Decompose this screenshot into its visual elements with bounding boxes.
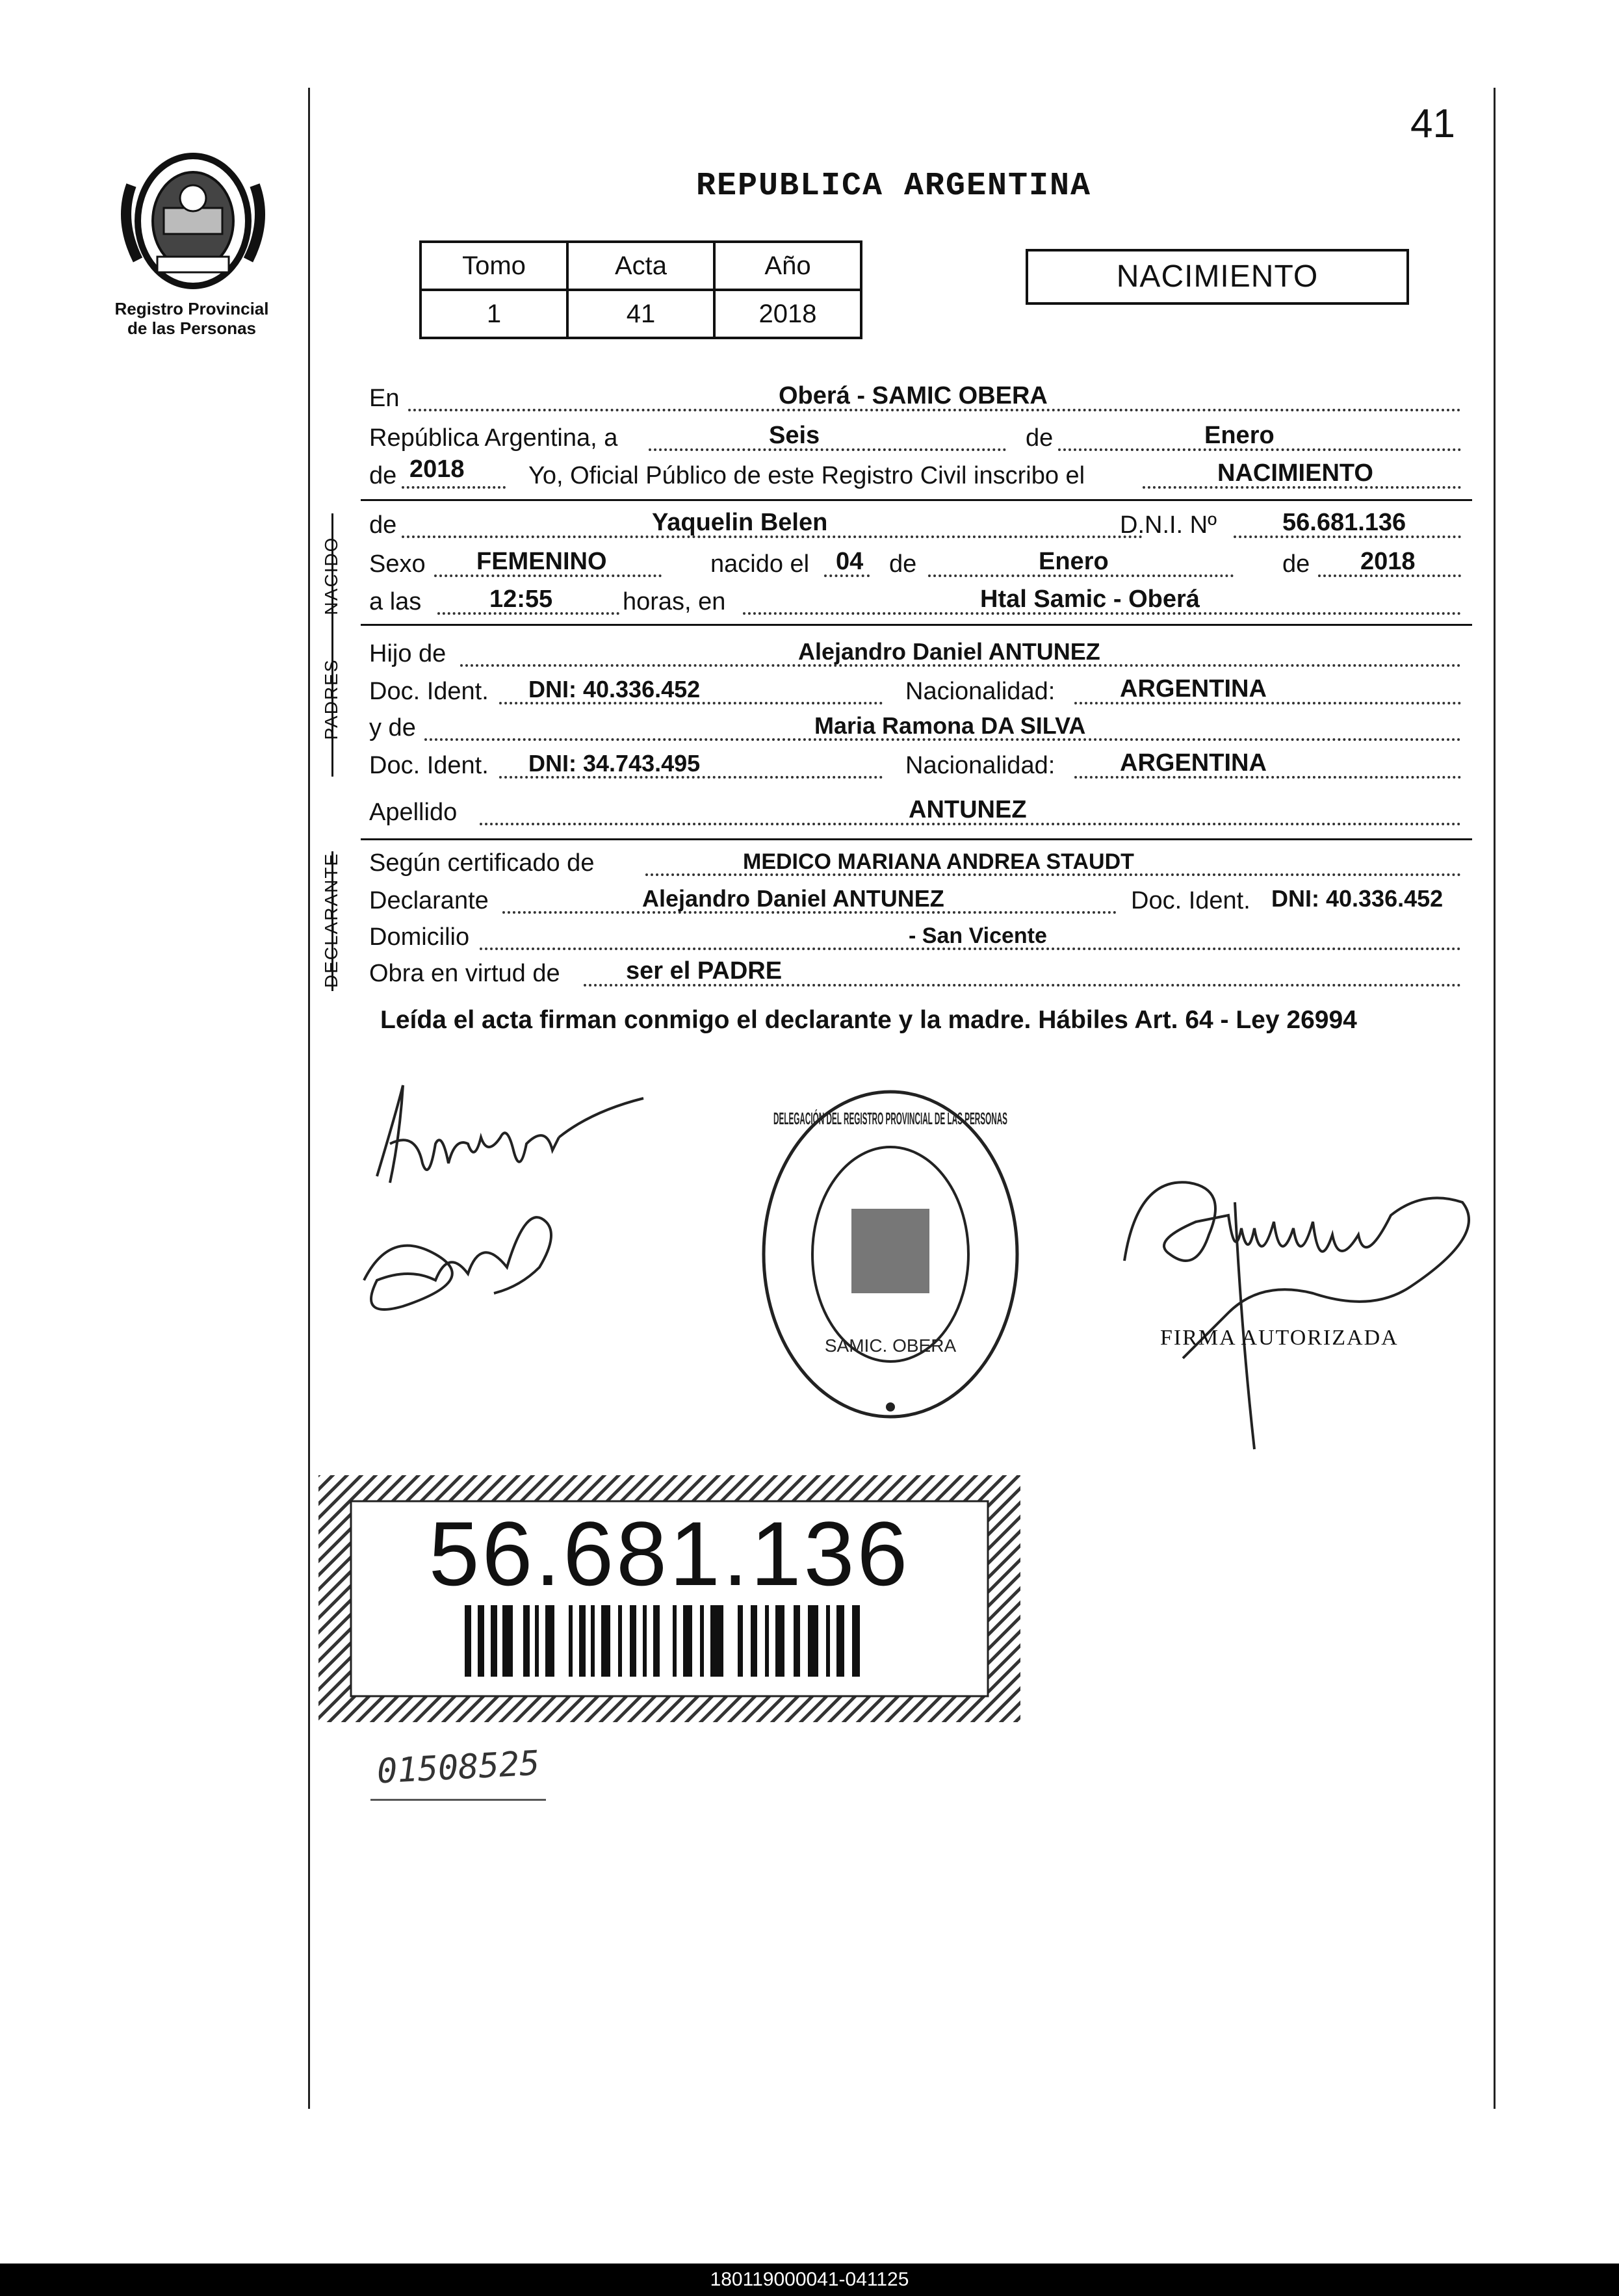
official-signature: [1098, 1163, 1488, 1462]
row-apellido: [369, 794, 1468, 831]
label-apellido: Apellido: [369, 799, 458, 826]
label-horas: horas, en: [623, 588, 726, 615]
barcode-number: 56.681.136: [428, 1503, 911, 1605]
section-declarante-label: DECLARANTE: [321, 852, 341, 988]
value-year: 2018: [409, 456, 465, 483]
row-sexo: [369, 546, 1468, 582]
row-yde: [369, 710, 1468, 746]
value-child-name: Yaquelin Belen: [652, 509, 828, 536]
label-domicilio: Domicilio: [369, 923, 470, 951]
record-type-box: NACIMIENTO: [1026, 249, 1409, 305]
label-republica: República Argentina, a: [369, 424, 618, 452]
value-mother-nat: ARGENTINA: [1120, 749, 1267, 777]
label-doc: Doc. Ident.: [1131, 887, 1250, 914]
label-declarante: Declarante: [369, 887, 489, 914]
value-birth-day: 04: [836, 548, 864, 575]
record-table: [419, 240, 862, 339]
row-republica: [369, 420, 1468, 456]
row-hijo: [369, 636, 1468, 672]
value-father: Alejandro Daniel ANTUNEZ: [798, 638, 1100, 665]
header-tomo: Tomo: [421, 242, 567, 290]
logo-caption-line2: de las Personas: [127, 318, 256, 338]
right-margin-line: [1494, 88, 1496, 2109]
value-ano: 2018: [714, 290, 861, 338]
value-sexo: FEMENINO: [476, 548, 607, 575]
label-alas: a las: [369, 588, 422, 615]
value-apellido: ANTUNEZ: [909, 796, 1027, 823]
value-tomo: 1: [421, 290, 567, 338]
left-margin-line: [308, 88, 310, 2109]
closing-text: Leída el acta firman conmigo el declarante y la madre. Hábiles Art. 64 - Ley 26994: [380, 1006, 1357, 1034]
separator: [361, 499, 1472, 501]
label-nacido-el: nacido el: [710, 550, 810, 578]
row-certificado: [369, 845, 1468, 881]
label-hijo: Hijo de: [369, 640, 447, 667]
value-mother: Maria Ramona DA SILVA: [814, 712, 1086, 739]
row-hora: [369, 584, 1468, 620]
value-time: 12:55: [489, 586, 553, 613]
label-certificado: Según certificado de: [369, 849, 595, 877]
label-de3: de: [1282, 550, 1310, 578]
separator: [361, 624, 1472, 626]
value-declarante: Alejandro Daniel ANTUNEZ: [642, 885, 944, 912]
value-father-doc: DNI: 40.336.452: [528, 676, 701, 703]
logo-caption-line1: Registro Provincial: [114, 299, 269, 318]
value-month: Enero: [1204, 422, 1275, 449]
dots: [649, 448, 1006, 451]
value-obra: ser el PADRE: [626, 957, 783, 985]
value-birth-place: Htal Samic - Oberá: [980, 586, 1200, 613]
logo-caption: [91, 299, 292, 338]
value-father-nat: ARGENTINA: [1120, 675, 1267, 703]
label-obra: Obra en virtud de: [369, 960, 560, 987]
label-doc: Doc. Ident.: [369, 678, 489, 705]
value-child-dni: 56.681.136: [1282, 509, 1406, 536]
section-nacido-label: NACIDO: [321, 536, 341, 615]
row-nacido-name: [369, 507, 1468, 543]
row-declarante: [369, 883, 1468, 919]
label-de: de: [1026, 424, 1054, 452]
label-en: En: [369, 385, 400, 412]
footer-code: 180119000041-041125: [0, 2264, 1619, 2296]
father-signature: [351, 1072, 656, 1345]
value-certificado: MEDICO MARIANA ANDREA STAUDT: [743, 849, 1134, 874]
hand-underline: [370, 1799, 546, 1801]
row-obra: [369, 955, 1468, 992]
value-place: Oberá - SAMIC OBERA: [779, 382, 1048, 409]
stamp-outer-text: DELEGACIÓN DEL REGISTRO PROVINCIAL DE LAS PERSONAS: [773, 1109, 1007, 1128]
separator: [361, 838, 1472, 840]
label-inscribo: Yo, Oficial Público de este Registro Civil inscribo el: [528, 462, 1085, 489]
value-birth-year: 2018: [1360, 548, 1416, 575]
row-en: [369, 380, 1468, 417]
label-dni: D.N.I. Nº: [1120, 511, 1217, 539]
value-mother-doc: DNI: 34.743.495: [528, 750, 701, 777]
label-de2: de: [889, 550, 917, 578]
label-nacionalidad: Nacionalidad:: [905, 678, 1056, 705]
handwritten-number: 01508525: [376, 1744, 541, 1792]
row-mother-doc: [369, 747, 1468, 784]
row-father-doc: [369, 673, 1468, 710]
label-nacionalidad: Nacionalidad:: [905, 752, 1056, 779]
barcode-bars: [465, 1605, 874, 1677]
value-day: Seis: [769, 422, 820, 449]
row-domicilio: [369, 919, 1468, 955]
value-acta: 41: [567, 290, 714, 338]
row-inscribo: [369, 458, 1468, 494]
barcode-sticker: [318, 1475, 1020, 1722]
label-doc: Doc. Ident.: [369, 752, 489, 779]
label-yde: y de: [369, 714, 416, 742]
dots: [402, 486, 506, 489]
value-declarante-doc: DNI: 40.336.452: [1271, 885, 1444, 912]
section-padres-label: PADRES: [321, 658, 341, 740]
header-ano: Año: [714, 242, 861, 290]
value-domicilio: - San Vicente: [909, 923, 1047, 948]
stamp-inner-text: SAMIC. OBERA: [824, 1335, 957, 1356]
document-title: REPUBLICA ARGENTINA: [695, 168, 1092, 205]
header-acta: Acta: [567, 242, 714, 290]
page-number: 41: [1410, 101, 1455, 146]
firma-autorizada-label: FIRMA AUTORIZADA: [1160, 1326, 1399, 1350]
value-birth-month: Enero: [1039, 548, 1109, 575]
official-stamp: [747, 1079, 1033, 1430]
label-de2: de: [369, 462, 397, 489]
label-sexo: Sexo: [369, 550, 426, 578]
label-de: de: [369, 511, 397, 539]
value-act: NACIMIENTO: [1217, 459, 1373, 487]
province-seal-logo: [112, 146, 274, 289]
